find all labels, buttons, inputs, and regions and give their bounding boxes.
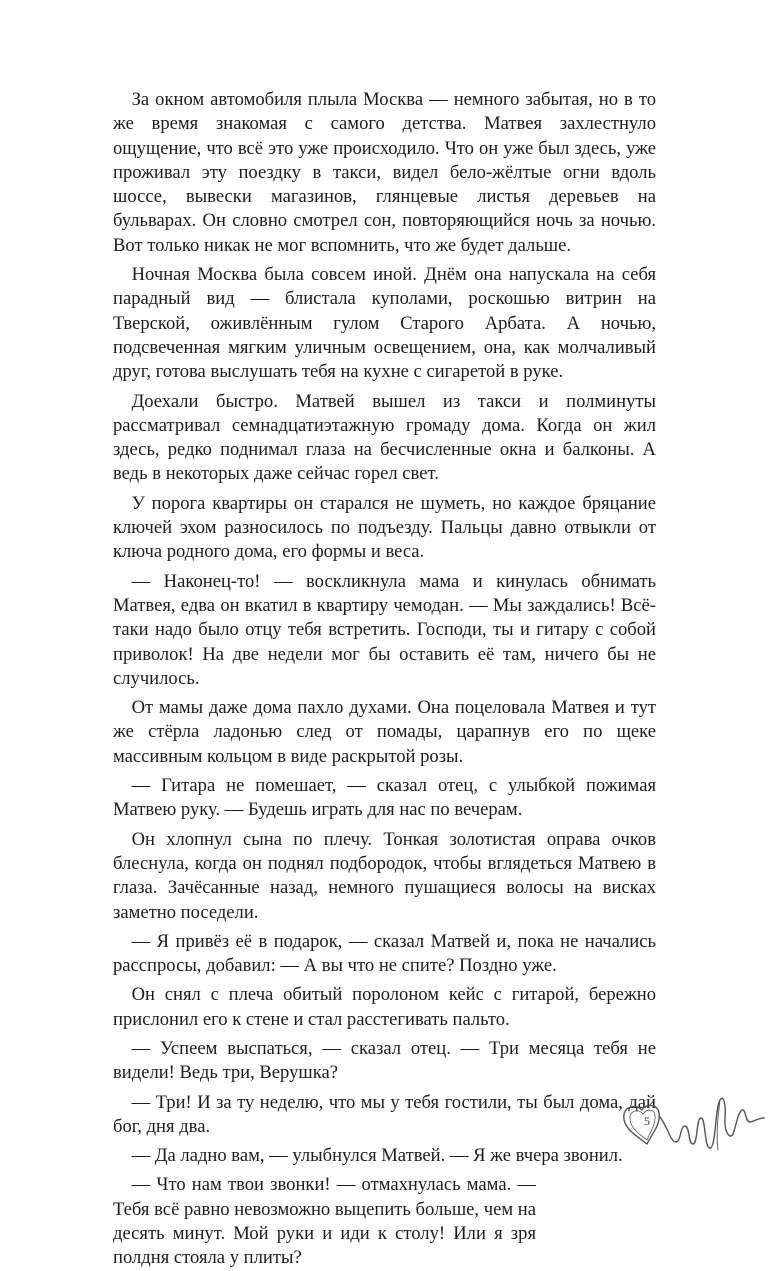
- paragraph: — Что нам твои звонки! — отмахнулась мама. — Тебя всё равно невозможно выцепить больше, чем на десять минут. Мой руки и иди к столу! Или я зря полдня стояла у плиты?: [113, 1174, 536, 1269]
- paragraph: Он хлопнул сына по плечу. Тонкая золотистая оправа очков блеснула, когда он поднял подбородок, чтобы вглядеться Матвею в глаза. Зачёсанные назад, немного пушащиеся волосы на висках заметно поседели.: [113, 828, 656, 923]
- paragraph: — Наконец-то! — воскликнула мама и кинулась обнимать Матвея, едва он вкатил в квартиру чемодан. — Мы заждались! Всё-таки надо было отцу тебя встретить. Господи, ты и гитару с собой приволок! На две недели мог бы оставить её там, ничего бы не случилось.: [113, 570, 656, 689]
- paragraph: Ночная Москва была совсем иной. Днём она напускала на себя парадный вид — блистала куполами, роскошью витрин на Тверской, оживлённым гулом Старого Арбата. А ночью, подсвеченная мягким уличным освещением, она, как молчаливый друг, готова выслушать тебя на кухне с сигаретой в руке.: [113, 264, 656, 383]
- paragraph: У порога квартиры он старался не шуметь, но каждое бряцание ключей эхом разносилось по подъезду. Пальцы давно отвыкли от ключа родного дома, его формы и веса.: [113, 492, 656, 563]
- page-number: 5: [644, 1114, 650, 1128]
- paragraph: Доехали быстро. Матвей вышел из такси и полминуты рассматривал семнадцатиэтажную громаду дома. Когда он жил здесь, редко поднимал глаза на бесчисленные окна и балконы. А ведь в некоторых даже сейчас горел свет.: [113, 390, 656, 485]
- paragraph: — Да ладно вам, — улыбнулся Матвей. — Я же вчера звонил.: [131, 1145, 623, 1167]
- paragraph: Он снял с плеча обитый поролоном кейс с гитарой, бережно прислонил его к стене и стал расстегивать пальто.: [113, 984, 656, 1030]
- chapter-text: [113, 88, 656, 1271]
- paragraph: — Успеем выспаться, — сказал отец. — Три месяца тебя не видели! Ведь три, Верушка?: [113, 1037, 656, 1084]
- paragraph: — Я привёз её в подарок, — сказал Матвей и, пока не начались расспросы, добавил: — А вы что не спите? Поздно уже.: [113, 930, 656, 977]
- paragraph: — Гитара не помешает, — сказал отец, с улыбкой пожимая Матвею руку. — Будешь играть для нас по вечерам.: [113, 775, 656, 821]
- paragraph: От мамы даже дома пахло духами. Она поцеловала Матвея и тут же стёрла ладонью след от помады, царапнув его по щеке массивным кольцом в виде раскрытой розы.: [113, 697, 656, 767]
- paragraph: — Три! И за ту неделю, что мы у тебя гостили, ты был дома, дай бог, дня два.: [113, 1091, 656, 1137]
- heart-heartbeat-ornament-icon: [612, 1078, 768, 1178]
- paragraph: За окном автомобиля плыла Москва — немного забытая, но в то же время знакомая с самого детства. Матвея захлестнуло ощущение, что всё это уже происходило. Что он уже был здесь, уже проживал эту поездку в такси, видел бело-жёлтые огни вдоль шоссе, вывески магазинов, глянцевые листья деревьев на бульварах. Он словно смотрел сон, повторяющийся ночь за ночью. Вот только никак не мог вспомнить, что же будет дальше.: [113, 89, 656, 256]
